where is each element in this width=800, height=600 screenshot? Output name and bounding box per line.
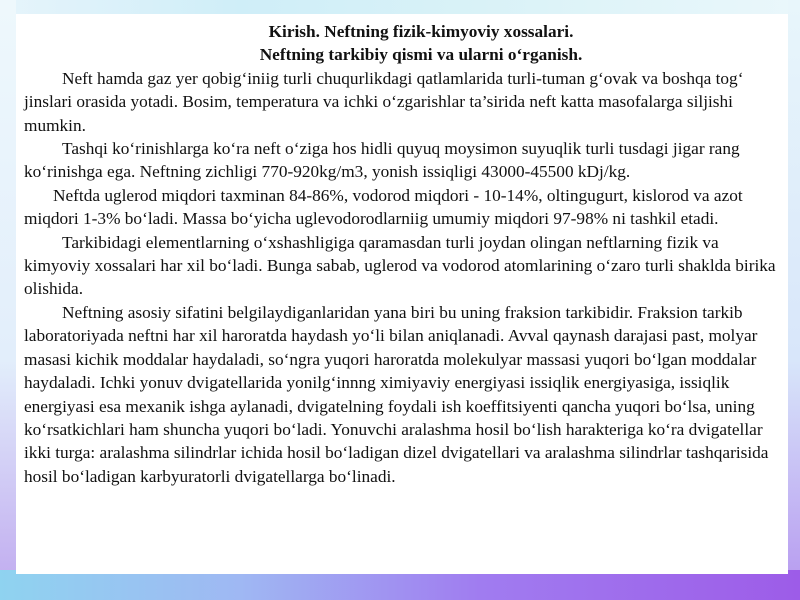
paragraph-1: Neft hamda gaz yer qobig‘iniig turli chuqurlikdagi qatlamlarida turli-tuman g‘ovak va boshqa tog‘ jinslari orasida yotadi. Bosim, temperatura va ichki o‘zgarishlar ta’sirida neft katta masofalarga siljishi mumkin. — [24, 68, 744, 135]
paragraph-3: Neftda uglerod miqdori taxminan 84-86%, vodorod miqdori - 10-14%, oltingugurt, kislorod va azot miqdori 1-3% bo‘ladi. Massa bo‘yicha uglevodorodlarniig umumiy miqdori 97-98% ni tashkil etadi. — [24, 185, 743, 229]
document-body — [24, 20, 788, 488]
document-slide — [16, 14, 788, 574]
background-right-band — [788, 0, 800, 600]
background-left-band — [0, 0, 16, 600]
paragraph-5: Neftning asosiy sifatini belgilaydiganlaridan yana biri bu uning fraksion tarkibidir. Fraksion tarkib laboratoriyada neftni har xil haroratda haydash yo‘li bilan aniqlanadi. Avval qaynash darajasi past, molyar masasi kichik moddalar haydaladi, so‘ngra yuqori haroratda molekulyar massasi yuqori bo‘lgan moddalar haydaladi. Ichki yonuv dvigatellarida yonilg‘innng ximiyaviy energiyasi issiqlik energiyasiga, issiqlik energiyasi esa mexanik ishga aylanadi, dvigatelning foydali ish koeffitsiyenti qancha yuqori bo‘lsa, uning ko‘rsatkichlari ham shuncha yuqori bo‘ladi. Yonuvchi aralashma hosil bo‘lish harakteriga ko‘ra dvigatellar ikki turga: aralashma silindrlar ichida hosil bo‘ladigan dizel dvigatellari va aralashma silindrlar tashqarisida hosil bo‘ladigan karbyuratorli dvigatellarga bo‘linadi. — [24, 302, 769, 486]
document-title-line-2: Neftning tarkibiy qismi va ularni o‘rganish. — [259, 45, 583, 65]
paragraph-4: Tarkibidagi elementlarning o‘xshashligiga qaramasdan turli joydan olingan neftlarning fizik va kimyoviy xossalari har xil bo‘ladi. Bunga sabab, uglerod va vodorod atomlarining o‘zaro turli shaklda birika olishida. — [24, 232, 776, 299]
document-title-line-1: Kirish. Neftning fizik-kimyoviy xossalari. — [268, 22, 574, 41]
background-bottom-band — [0, 570, 800, 600]
paragraph-2: Tashqi ko‘rinishlarga ko‘ra neft o‘ziga hos hidli quyuq moysimon suyuqlik turli tusdagi jigar rang ko‘rinishga ega. Neftning zichligi 770-920kg/m3, yonish issiqligi 43000-45500 kDj/kg. — [24, 139, 740, 182]
background-top-band — [0, 0, 800, 14]
